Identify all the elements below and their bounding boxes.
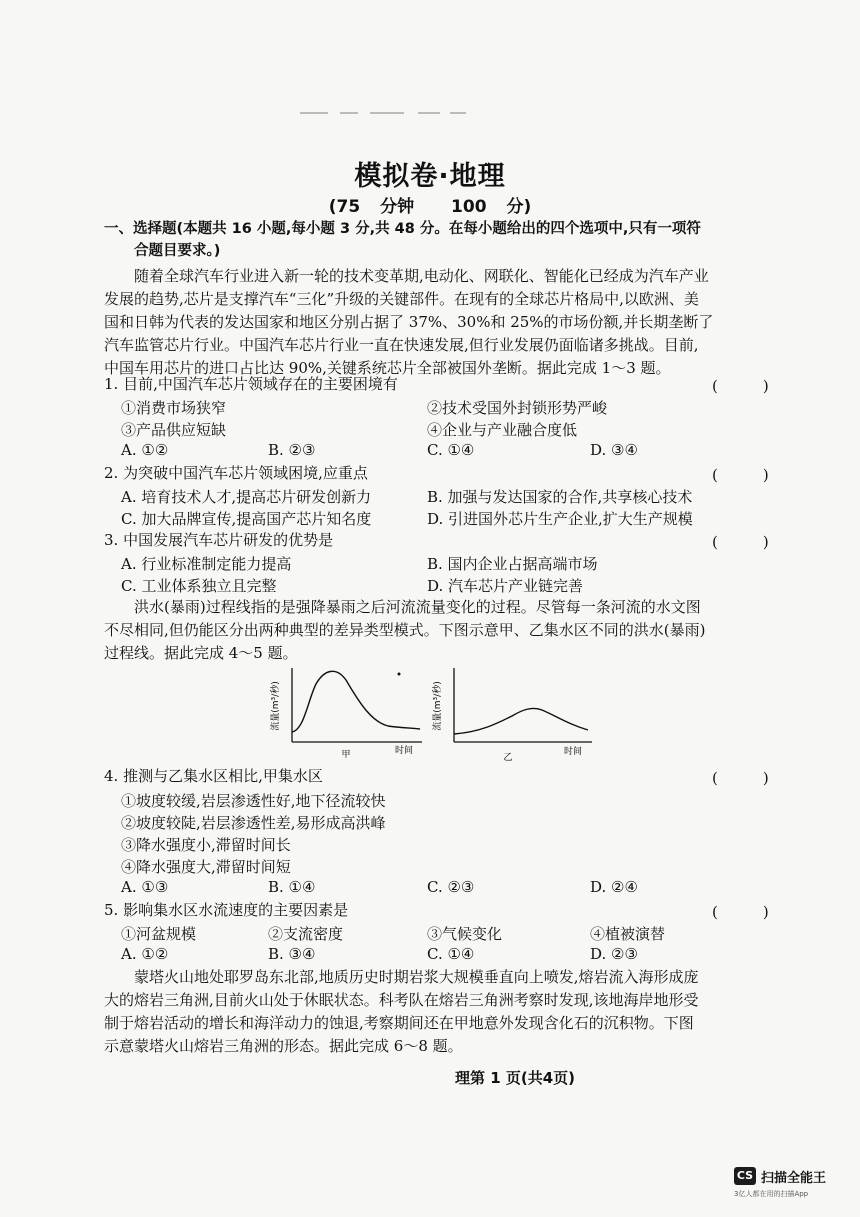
scanner-watermark	[734, 1167, 844, 1201]
q1-option-b[interactable]: B. ②③	[268, 441, 316, 459]
q3-option-a[interactable]: A. 行业标准制定能力提高	[121, 555, 292, 573]
question-2-stem: 2. 为突破中国汽车芯片领域困境,应重点	[104, 464, 368, 482]
q1-item: ①消费市场狭窄	[121, 399, 227, 417]
passage-line: 中国车用芯片的进口占比达 90%,关键系统芯片全部被国外垄断。据此完成 1～3 题。	[104, 359, 671, 377]
panel-label-yi: 乙	[503, 753, 513, 763]
answer-blank: ( )	[712, 903, 769, 921]
answer-blank: ( )	[712, 533, 769, 551]
q5-item: ④植被演替	[590, 925, 666, 943]
question-5-stem: 5. 影响集水区水流速度的主要因素是	[104, 901, 349, 919]
q1-option-c[interactable]: C. ①④	[427, 441, 475, 459]
question-1-stem: 1. 目前,中国汽车芯片领域存在的主要困境有	[104, 375, 398, 393]
passage-line: 蒙塔火山地处耶罗岛东北部,地质历史时期岩浆大规模垂直向上喷发,熔岩流入海形成庞	[134, 968, 699, 986]
q4-option-d[interactable]: D. ②④	[590, 878, 638, 896]
q5-item: ②支流密度	[268, 925, 344, 943]
q4-item: ①坡度较缓,岩层渗透性好,地下径流较快	[121, 792, 386, 810]
y-axis-label: 流量(m³/秒)	[271, 681, 281, 731]
q1-item: ③产品供应短缺	[121, 421, 227, 439]
q2-option-d[interactable]: D. 引进国外芯片生产企业,扩大生产规模	[427, 510, 693, 528]
passage-line: 国和日韩为代表的发达国家和地区分别占据了 37%、30%和 25%的市场份额,并长期垄断了	[104, 313, 714, 331]
hydrograph-curve-jia	[292, 671, 420, 732]
answer-blank: ( )	[712, 377, 769, 395]
q4-item: ④降水强度大,滞留时间短	[121, 858, 291, 876]
passage-line: 随着全球汽车行业进入新一轮的技术变革期,电动化、网联化、智能化已经成为汽车产业	[134, 267, 709, 285]
question-4-stem: 4. 推测与乙集水区相比,甲集水区	[104, 767, 323, 785]
q3-option-d[interactable]: D. 汽车芯片产业链完善	[427, 577, 584, 595]
passage-line: 大的熔岩三角洲,目前火山处于休眠状态。科考队在熔岩三角洲考察时发现,该地海岸地形受	[104, 991, 699, 1009]
hydrograph-curve-yi	[454, 708, 588, 734]
exam-title: 模拟卷·地理	[354, 161, 506, 192]
passage-line: 过程线。据此完成 4～5 题。	[104, 644, 298, 662]
passage-line: 洪水(暴雨)过程线指的是强降暴雨之后河流流量变化的过程。尽管每一条河流的水文图	[134, 598, 701, 616]
q5-item: ③气候变化	[427, 925, 503, 943]
q2-option-c[interactable]: C. 加大品牌宣传,提高国产芯片知名度	[121, 510, 372, 528]
passage-line: 不尽相同,但仍能区分出两种典型的差异类型模式。下图示意甲、乙集水区不同的洪水(暴雨)	[104, 621, 706, 639]
q4-option-c[interactable]: C. ②③	[427, 878, 475, 896]
section-heading: 一、选择题(本题共 16 小题,每小题 3 分,共 48 分。在每小题给出的四个选项中,只有一项符	[104, 221, 701, 237]
q4-option-a[interactable]: A. ①③	[121, 878, 169, 896]
q4-item: ③降水强度小,滞留时间长	[121, 836, 291, 854]
section-heading-cont: 合题目要求。)	[134, 243, 221, 259]
passage-line: 制于熔岩活动的增长和海洋动力的蚀退,考察期间还在甲地意外发现含化石的沉积物。下图	[104, 1014, 694, 1032]
y-axis-label: 流量(m³/秒)	[433, 681, 443, 731]
watermark-tagline: 3亿人都在用的扫描App	[734, 1190, 809, 1198]
q4-item: ②坡度较陡,岩层渗透性差,易形成高洪峰	[121, 814, 386, 832]
passage-line: 汽车监管芯片行业。中国汽车芯片行业一直在快速发展,但行业发展仍面临诸多挑战。目前,	[104, 336, 699, 354]
hydrograph-jia	[269, 668, 422, 760]
q3-option-c[interactable]: C. 工业体系独立且完整	[121, 577, 277, 595]
q5-option-b[interactable]: B. ③④	[268, 945, 316, 963]
watermark-app-name: 扫描全能王	[761, 1171, 827, 1186]
question-3-stem: 3. 中国发展汽车芯片研发的优势是	[104, 531, 334, 549]
q1-option-a[interactable]: A. ①②	[121, 441, 169, 459]
scan-artifact	[300, 112, 470, 116]
q2-option-a[interactable]: A. 培育技术人才,提高芯片研发创新力	[121, 488, 372, 506]
q2-option-b[interactable]: B. 加强与发达国家的合作,共享核心技术	[427, 488, 693, 506]
exam-duration-score: (75 分钟 100 分)	[328, 197, 532, 217]
q1-option-d[interactable]: D. ③④	[590, 441, 638, 459]
q1-item: ④企业与产业融合度低	[427, 421, 578, 439]
passage-line: 示意蒙塔火山熔岩三角洲的形态。据此完成 6～8 题。	[104, 1037, 463, 1055]
panel-label-jia: 甲	[341, 750, 351, 760]
q5-item: ①河盆规模	[121, 925, 197, 943]
q4-option-b[interactable]: B. ①④	[268, 878, 316, 896]
page-number: 理第 1 页(共4页)	[455, 1069, 576, 1087]
camscanner-logo-icon: CS	[734, 1167, 756, 1185]
passage-line: 发展的趋势,芯片是支撑汽车“三化”升级的关键部件。在现有的全球芯片格局中,以欧洲、美	[104, 290, 699, 308]
x-axis-label: 时间	[394, 746, 414, 756]
x-axis-label: 时间	[563, 747, 583, 757]
q3-option-b[interactable]: B. 国内企业占据高端市场	[427, 555, 598, 573]
hydrograph-figure	[268, 660, 598, 770]
q5-option-a[interactable]: A. ①②	[121, 945, 169, 963]
answer-blank: ( )	[712, 769, 769, 787]
q1-item: ②技术受国外封锁形势严峻	[427, 399, 608, 417]
answer-blank: ( )	[712, 466, 769, 484]
hydrograph-yi	[431, 668, 592, 763]
q5-option-c[interactable]: C. ①④	[427, 945, 475, 963]
q5-option-d[interactable]: D. ②③	[590, 945, 638, 963]
